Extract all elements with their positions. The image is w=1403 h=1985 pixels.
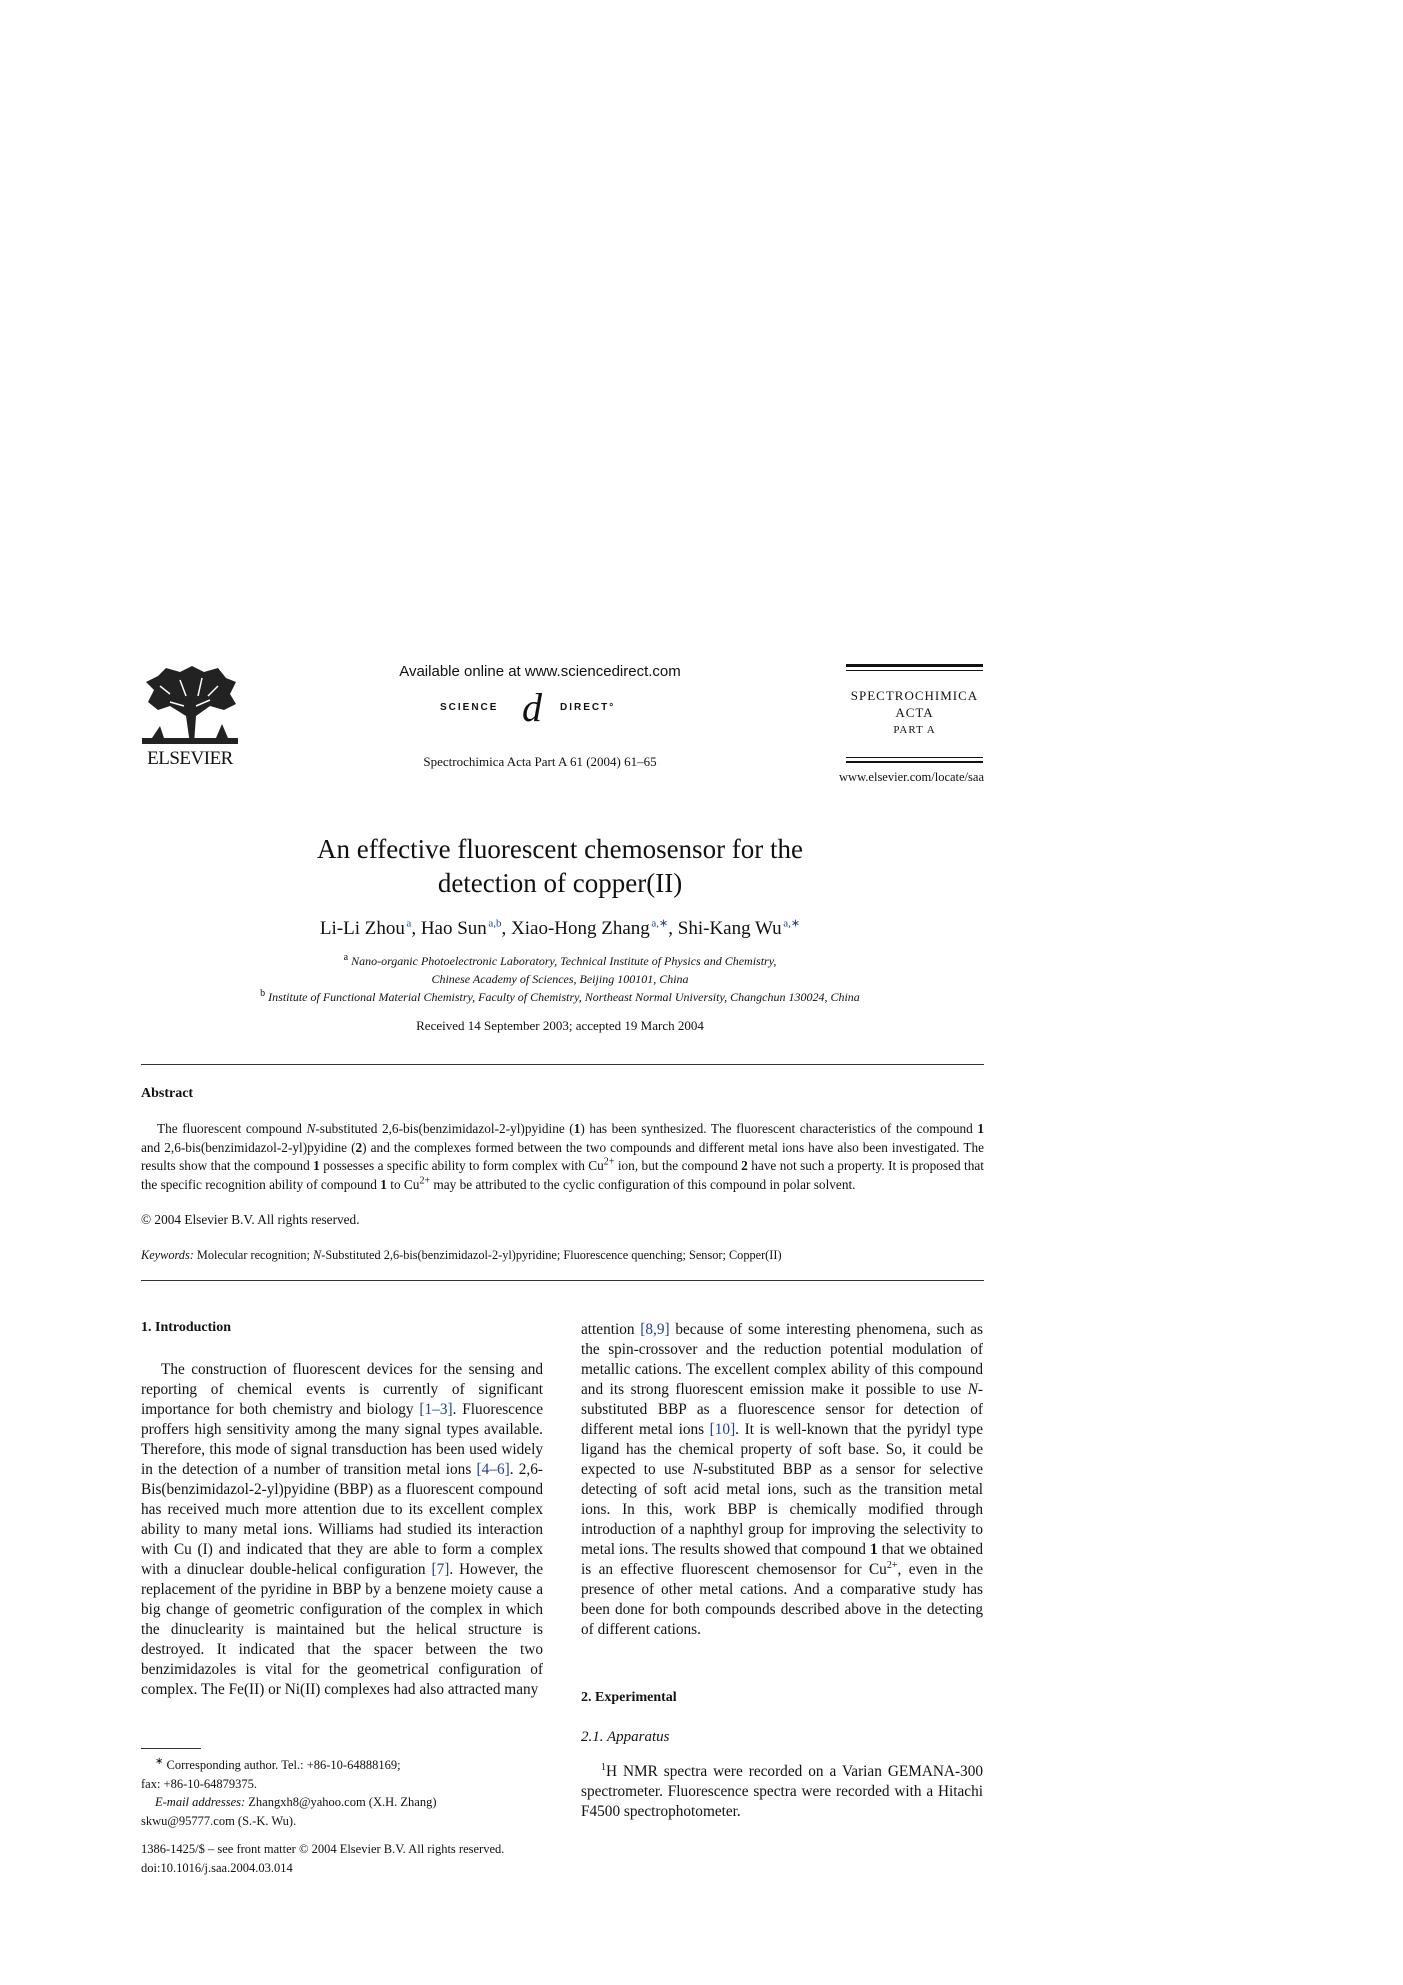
divider (141, 1064, 984, 1065)
author-name: Li-Li Zhou (319, 918, 405, 939)
divider (141, 1280, 984, 1281)
citation-link[interactable]: [8,9] (640, 1321, 670, 1338)
author-name: Shi-Kang Wu (677, 918, 782, 939)
journal-url[interactable]: www.elsevier.com/locate/saa (839, 770, 984, 784)
author-affiliation-mark[interactable]: a,b (488, 917, 502, 930)
badge-rule (846, 670, 983, 671)
issn-line: 1386-1425/$ – see front matter © 2004 Elsevier B.V. All rights reserved. (141, 1842, 505, 1856)
introduction-paragraph: The construction of fluorescent devices for the sensing and reporting of chemical events is currently of significant importance for both chemistry and biology [1–3]. Fluorescence proffers high sensitivity among the many signal types available. Therefore, this mode of signal transduction has been used widely in the detection of a number of transition metal ions [4–6]. 2,6-Bis(benzimidazol-2-yl)pyidine (BBP) as a fluorescent compound has received much more attention due to its excellent complex ability to many metal ions. Williams had studied its interaction with Cu (I) and indicated that they are able to form a complex with a dinuclear double-helical configuration [7]. However, the replacement of the pyridine in BBP by a benzene moiety cause a big change of geometric configuration of the complex in which the dinuclearity is maintained but the helical structure is destroyed. It indicated that the spacer between the two benzimidazoles is vital for the geometrical configuration of complex. The Fe(II) or Ni(II) complexes had also attracted many (141, 1361, 543, 1698)
journal-badge (846, 664, 983, 784)
author-name: Xiao-Hong Zhang (511, 918, 650, 939)
author-affiliation-mark[interactable]: a,∗ (783, 917, 801, 930)
citation-link[interactable]: [7] (431, 1561, 450, 1578)
citation-link[interactable]: [1–3] (419, 1401, 453, 1418)
section-heading-experimental: 2. Experimental (581, 1690, 677, 1705)
article-title (240, 832, 880, 900)
affiliation-text: Nano-organic Photoelectronic Laboratory, Technical Institute of Physics and Chemistry, (351, 954, 777, 968)
sd-right: DIRECT° (560, 702, 616, 713)
affiliation-a (180, 954, 940, 969)
journal-name: SPECTROCHIMICA (850, 688, 979, 703)
badge-rule (846, 761, 983, 763)
email-link[interactable]: Zhangxh8@yahoo.com (X.H. Zhang) (245, 1795, 437, 1809)
sciencedirect-logo (440, 685, 640, 730)
author-affiliation-mark[interactable]: a (406, 917, 412, 930)
abstract-heading: Abstract (141, 1086, 194, 1101)
doi-link[interactable]: doi:10.1016/j.saa.2004.03.014 (141, 1860, 293, 1875)
affiliation-a-line2: Chinese Academy of Sciences, Beijing 100101, China (431, 972, 689, 986)
author-sep: , (501, 918, 512, 939)
keywords: Keywords: Molecular recognition; N-Substituted 2,6-bis(benzimidazol-2-yl)pyridine; Fluorescence quenching; Sensor; Copper(II) (141, 1248, 782, 1262)
title-line: An effective fluorescent chemosensor for the (316, 834, 804, 864)
author-name: Hao Sun (420, 918, 487, 939)
citation-link[interactable]: [4–6] (476, 1461, 510, 1478)
abstract-copyright: © 2004 Elsevier B.V. All rights reserved. (141, 1212, 360, 1227)
elsevier-logo (140, 666, 240, 769)
affiliation-text: Institute of Functional Material Chemistry, Faculty of Chemistry, Northeast Normal University, Changchun 130024, China (268, 990, 860, 1004)
tree-icon (140, 666, 240, 746)
affiliation-b (180, 990, 940, 1005)
title-line: detection of copper(II) (437, 868, 683, 898)
introduction-paragraph-continued: attention [8,9] because of some interesting phenomena, such as the spin-crossover and the reduction potential modulation of metallic cations. The excellent complex ability of this compound and its strong fluorescent emission make it possible to use N-substituted BBP as a fluorescence sensor for detection of different metal ions [10]. It is well-known that the pyridyl type ligand has the chemical property of soft base. So, it could be expected to use N-substituted BBP as a sensor for selective detecting of soft acid metal ions, such as the transition metal ions. In this, work BBP is chemically modified through introduction of a naphthyl group for improving the selectivity to metal ions. The results showed that compound 1 that we obtained is an effective fluorescent chemosensor for $Cu^{2+}$, even in the presence of other metal cations. And a comparative study has been done for both compounds described above in the detecting of different cations. (581, 1321, 984, 1638)
email-link[interactable]: skwu@95777.com (S.-K. Wu). (141, 1813, 297, 1828)
footnote-rule (141, 1748, 201, 1749)
author-sep: , (668, 918, 678, 939)
journal-name: ACTA (895, 705, 934, 720)
journal-reference: Spectrochimica Acta Part A 61 (2004) 61–65 (423, 754, 657, 769)
page-footer (141, 1840, 561, 1877)
sd-mark-icon: d (522, 685, 542, 730)
keywords-label: Keywords: (141, 1248, 194, 1262)
citation-link[interactable]: [10] (709, 1421, 736, 1438)
subsection-heading-apparatus: 2.1. Apparatus (581, 1729, 670, 1745)
author-list (180, 918, 940, 940)
received-dates: Received 14 September 2003; accepted 19 March 2004 (416, 1018, 704, 1033)
section-heading-introduction: 1. Introduction (141, 1320, 231, 1335)
badge-rule (846, 664, 983, 667)
available-online: Available online at www.sciencedirect.com (399, 663, 681, 680)
author-affiliation-mark[interactable]: a,∗ (651, 917, 669, 930)
badge-rule (846, 757, 983, 758)
abstract-text: The fluorescent compound N-substituted 2,6-bis(benzimidazol-2-yl)pyidine (1) has been synthesized. The fluorescent characteristics of the compound 1 and 2,6-bis(benzimidazol-2-yl)pyidine (2) and the complexes formed between the two compounds and different metal ions have also been investigated. The results show that the compound 1 possesses a specific ability to form complex with $Cu^{2+}$ ion, but the compound 2 have not such a property. It is proposed that the specific recognition ability of compound 1 to $Cu^{2+}$ may be attributed to the cyclic configuration of this compound in polar solvent. (141, 1121, 985, 1192)
journal-part: PART A (893, 724, 936, 736)
corresponding-author-footnote: ∗ Corresponding author. Tel.: +86-10-64888169; fax: +86-10-64879375. E-mail addresses: Zhangxh8@yahoo.com (X.H. Zhang) skwu@95777.com (S.-K. Wu). (141, 1756, 541, 1830)
apparatus-paragraph: $^1$H NMR spectra were recorded on a Varian GEMANA-300 spectrometer. Fluorescence spectra were recorded with a Hitachi F4500 spectrophotometer. (581, 1761, 983, 1820)
affiliation-mark: a (343, 952, 349, 963)
sd-left: SCIENCE (440, 702, 499, 713)
affiliation-mark: b (260, 988, 266, 999)
author-sep: , (411, 918, 421, 939)
publisher-name: ELSEVIER (147, 748, 233, 769)
